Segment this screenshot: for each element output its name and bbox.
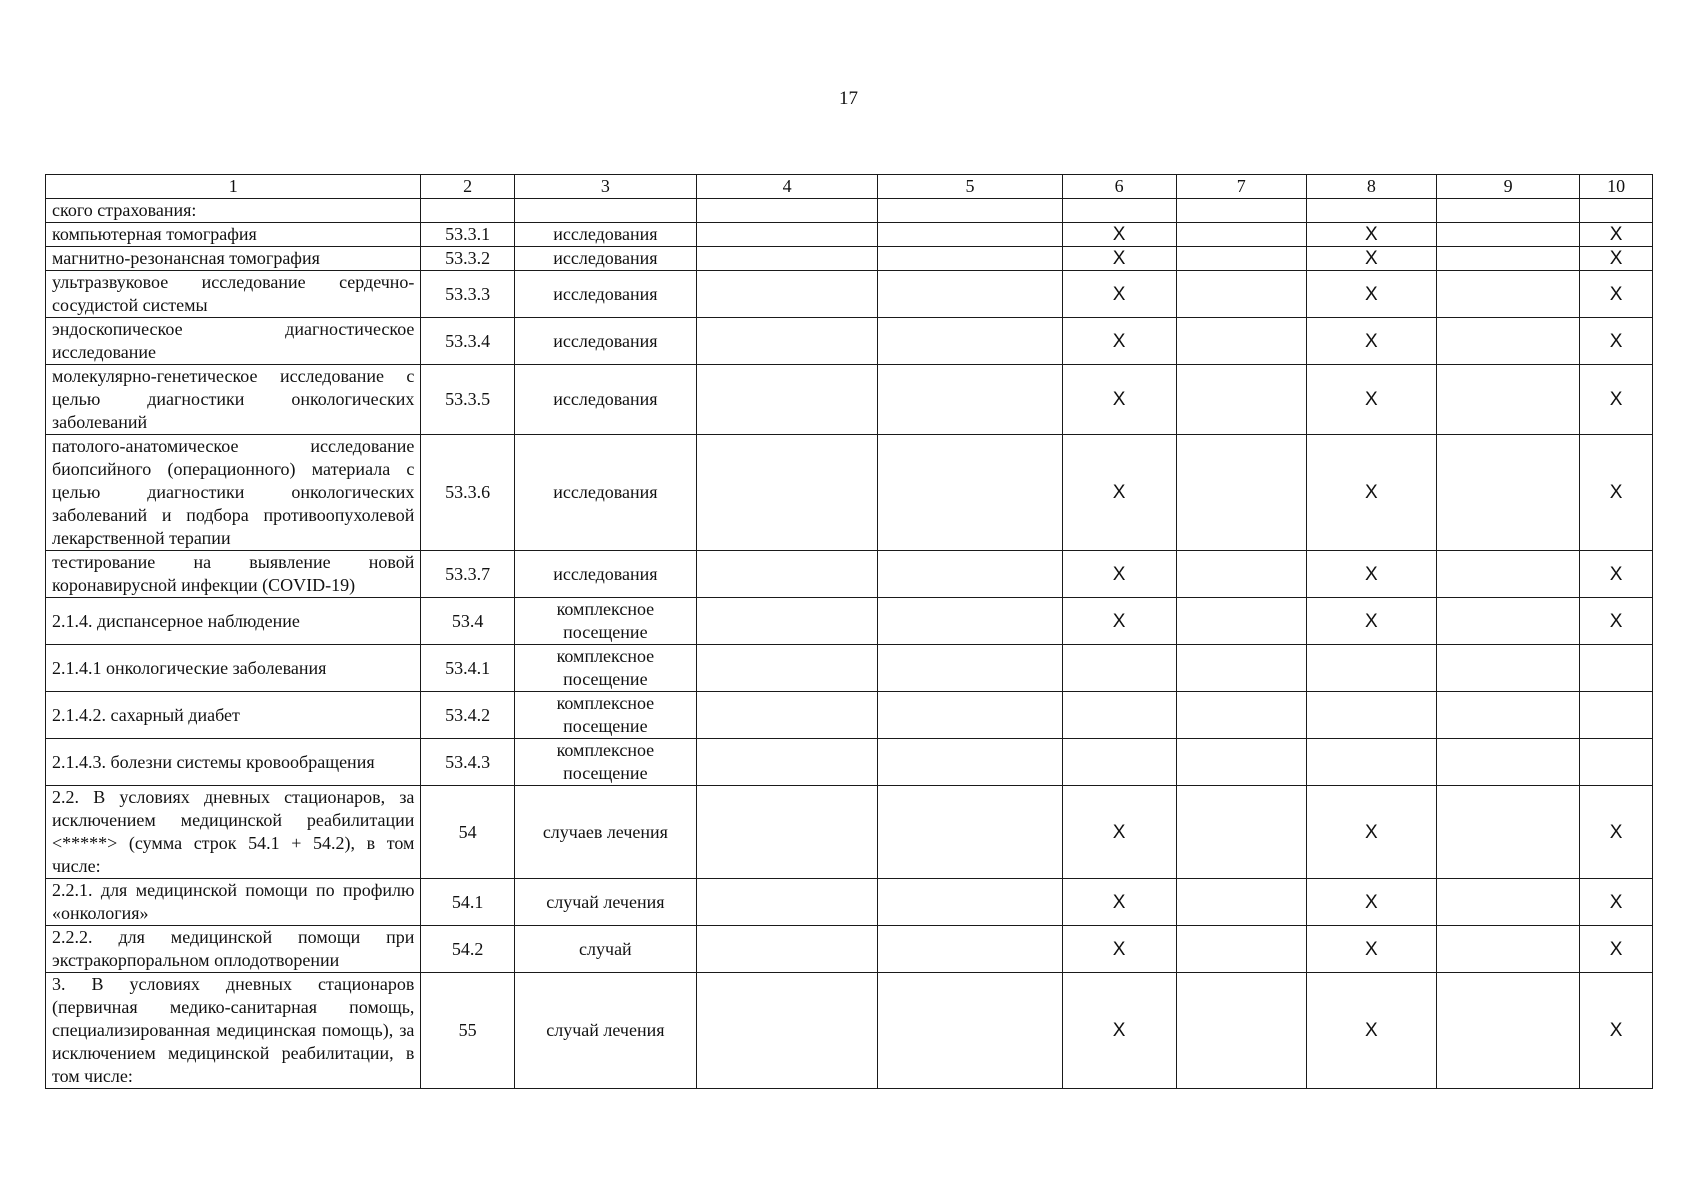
value-cell-5 (878, 551, 1062, 598)
value-cell-10: X (1580, 786, 1653, 879)
value-cell-8 (1306, 739, 1436, 786)
row-code-cell: 53.4 (421, 598, 514, 645)
value-cell-4 (697, 598, 878, 645)
row-code-cell: 53.4.3 (421, 739, 514, 786)
value-cell-5 (878, 879, 1062, 926)
column-header-6: 6 (1062, 175, 1176, 199)
value-cell-8 (1306, 692, 1436, 739)
value-cell-5 (878, 786, 1062, 879)
value-cell-5 (878, 365, 1062, 435)
value-cell-7 (1176, 692, 1306, 739)
table-row (46, 598, 1653, 645)
column-header-4: 4 (697, 175, 878, 199)
value-cell-4 (697, 786, 878, 879)
value-cell-8: X (1306, 973, 1436, 1089)
page-number: 17 (839, 88, 858, 109)
column-header-1: 1 (46, 175, 421, 199)
value-cell-6: X (1062, 551, 1176, 598)
value-cell-6: X (1062, 365, 1176, 435)
value-cell-7 (1176, 223, 1306, 247)
column-header-5: 5 (878, 175, 1062, 199)
value-cell-6: X (1062, 598, 1176, 645)
table-row (46, 973, 1653, 1089)
column-header-9: 9 (1437, 175, 1580, 199)
value-cell-6: X (1062, 318, 1176, 365)
value-cell-4 (697, 223, 878, 247)
value-cell-7 (1176, 365, 1306, 435)
value-cell-7 (1176, 598, 1306, 645)
value-cell-5 (878, 318, 1062, 365)
value-cell-10: X (1580, 435, 1653, 551)
row-code-cell: 53.3.4 (421, 318, 514, 365)
unit-cell: исследования (514, 318, 696, 365)
value-cell-5 (878, 926, 1062, 973)
column-header-10: 10 (1580, 175, 1653, 199)
unit-cell: комплексное посещение (514, 645, 696, 692)
value-cell-4 (697, 551, 878, 598)
row-name-cell: ультразвуковое исследование сердечно-сосудистой системы (46, 271, 421, 318)
value-cell-7 (1176, 973, 1306, 1089)
value-cell-8: X (1306, 318, 1436, 365)
row-name-cell: компьютерная томография (46, 223, 421, 247)
unit-cell: исследования (514, 271, 696, 318)
value-cell-7 (1176, 786, 1306, 879)
value-cell-8 (1306, 199, 1436, 223)
table-row (46, 739, 1653, 786)
value-cell-7 (1176, 645, 1306, 692)
value-cell-8: X (1306, 926, 1436, 973)
value-cell-8: X (1306, 223, 1436, 247)
value-cell-6 (1062, 199, 1176, 223)
value-cell-4 (697, 739, 878, 786)
table-row (46, 551, 1653, 598)
value-cell-8: X (1306, 365, 1436, 435)
value-cell-7 (1176, 247, 1306, 271)
value-cell-10: X (1580, 973, 1653, 1089)
table-row (46, 435, 1653, 551)
value-cell-10: X (1580, 271, 1653, 318)
value-cell-10: X (1580, 879, 1653, 926)
value-cell-5 (878, 598, 1062, 645)
row-name-cell: 2.2. В условиях дневных стационаров, за исключением медицинской реабилитации <*****> (сумма строк 54.1 + 54.2), в том числе: (46, 786, 421, 879)
row-code-cell: 53.3.2 (421, 247, 514, 271)
value-cell-4 (697, 692, 878, 739)
unit-cell: исследования (514, 435, 696, 551)
value-cell-7 (1176, 199, 1306, 223)
value-cell-5 (878, 645, 1062, 692)
value-cell-4 (697, 271, 878, 318)
value-cell-7 (1176, 926, 1306, 973)
value-cell-8: X (1306, 551, 1436, 598)
row-name-cell: 2.1.4.3. болезни системы кровообращения (46, 739, 421, 786)
value-cell-7 (1176, 318, 1306, 365)
row-code-cell (421, 199, 514, 223)
value-cell-4 (697, 645, 878, 692)
value-cell-9 (1437, 271, 1580, 318)
table-row (46, 318, 1653, 365)
value-cell-6: X (1062, 435, 1176, 551)
row-name-cell: 2.2.1. для медицинской помощи по профилю «онкология» (46, 879, 421, 926)
value-cell-5 (878, 247, 1062, 271)
unit-cell: исследования (514, 247, 696, 271)
value-cell-4 (697, 926, 878, 973)
value-cell-5 (878, 223, 1062, 247)
row-name-cell: 2.1.4. диспансерное наблюдение (46, 598, 421, 645)
row-name-cell: магнитно-резонансная томография (46, 247, 421, 271)
row-name-cell: тестирование на выявление новой коронавирусной инфекции (COVID-19) (46, 551, 421, 598)
value-cell-6 (1062, 739, 1176, 786)
row-name-cell: патолого-анатомическое исследование биопсийного (операционного) материала с целью диагностики онкологических заболеваний и подбора противоопухолевой лекарственной терапии (46, 435, 421, 551)
row-code-cell: 53.3.7 (421, 551, 514, 598)
unit-cell: исследования (514, 223, 696, 247)
value-cell-7 (1176, 551, 1306, 598)
value-cell-9 (1437, 645, 1580, 692)
unit-cell: случай (514, 926, 696, 973)
row-code-cell: 54 (421, 786, 514, 879)
value-cell-9 (1437, 199, 1580, 223)
value-cell-9 (1437, 739, 1580, 786)
table-row (46, 926, 1653, 973)
column-header-3: 3 (514, 175, 696, 199)
value-cell-4 (697, 247, 878, 271)
value-cell-9 (1437, 692, 1580, 739)
value-cell-4 (697, 199, 878, 223)
value-cell-8: X (1306, 271, 1436, 318)
row-name-cell: молекулярно-генетическое исследование с целью диагностики онкологических заболеваний (46, 365, 421, 435)
row-code-cell: 55 (421, 973, 514, 1089)
value-cell-4 (697, 365, 878, 435)
row-code-cell: 54.1 (421, 879, 514, 926)
value-cell-10: X (1580, 926, 1653, 973)
value-cell-6: X (1062, 879, 1176, 926)
value-cell-10 (1580, 645, 1653, 692)
value-cell-7 (1176, 435, 1306, 551)
value-cell-8: X (1306, 879, 1436, 926)
unit-cell: случай лечения (514, 973, 696, 1089)
table-row (46, 786, 1653, 879)
value-cell-5 (878, 692, 1062, 739)
column-header-7: 7 (1176, 175, 1306, 199)
value-cell-8: X (1306, 598, 1436, 645)
unit-cell (514, 199, 696, 223)
row-name-cell: 3. В условиях дневных стационаров (первичная медико-санитарная помощь, специализированная медицинская помощь), за исключением медицинской реабилитации, в том числе: (46, 973, 421, 1089)
table-row (46, 247, 1653, 271)
value-cell-6: X (1062, 223, 1176, 247)
value-cell-8: X (1306, 435, 1436, 551)
row-code-cell: 53.4.2 (421, 692, 514, 739)
value-cell-8: X (1306, 786, 1436, 879)
table-body (46, 199, 1653, 1089)
value-cell-4 (697, 318, 878, 365)
row-code-cell: 53.3.6 (421, 435, 514, 551)
value-cell-8: X (1306, 247, 1436, 271)
value-cell-4 (697, 435, 878, 551)
value-cell-8 (1306, 645, 1436, 692)
value-cell-6: X (1062, 973, 1176, 1089)
report-table (45, 174, 1653, 1089)
value-cell-5 (878, 271, 1062, 318)
value-cell-9 (1437, 435, 1580, 551)
value-cell-10 (1580, 692, 1653, 739)
value-cell-7 (1176, 879, 1306, 926)
value-cell-10 (1580, 739, 1653, 786)
value-cell-9 (1437, 973, 1580, 1089)
row-name-cell: ского страхования: (46, 199, 421, 223)
value-cell-6 (1062, 692, 1176, 739)
value-cell-9 (1437, 786, 1580, 879)
column-number-row (46, 175, 1653, 199)
value-cell-10: X (1580, 223, 1653, 247)
value-cell-6: X (1062, 271, 1176, 318)
value-cell-9 (1437, 318, 1580, 365)
value-cell-9 (1437, 551, 1580, 598)
value-cell-4 (697, 879, 878, 926)
unit-cell: случаев лечения (514, 786, 696, 879)
value-cell-5 (878, 973, 1062, 1089)
table-row (46, 645, 1653, 692)
value-cell-9 (1437, 598, 1580, 645)
table-row (46, 271, 1653, 318)
value-cell-10: X (1580, 365, 1653, 435)
table-row (46, 879, 1653, 926)
row-name-cell: 2.1.4.2. сахарный диабет (46, 692, 421, 739)
value-cell-5 (878, 435, 1062, 551)
row-code-cell: 53.4.1 (421, 645, 514, 692)
value-cell-9 (1437, 247, 1580, 271)
column-header-8: 8 (1306, 175, 1436, 199)
value-cell-5 (878, 739, 1062, 786)
table-row (46, 692, 1653, 739)
row-code-cell: 53.3.3 (421, 271, 514, 318)
table-row (46, 199, 1653, 223)
unit-cell: исследования (514, 551, 696, 598)
value-cell-9 (1437, 879, 1580, 926)
row-name-cell: 2.2.2. для медицинской помощи при экстракорпоральном оплодотворении (46, 926, 421, 973)
value-cell-6: X (1062, 786, 1176, 879)
unit-cell: комплексное посещение (514, 739, 696, 786)
row-code-cell: 53.3.1 (421, 223, 514, 247)
value-cell-10: X (1580, 598, 1653, 645)
value-cell-9 (1437, 365, 1580, 435)
table-row (46, 223, 1653, 247)
value-cell-5 (878, 199, 1062, 223)
unit-cell: случай лечения (514, 879, 696, 926)
unit-cell: комплексное посещение (514, 692, 696, 739)
value-cell-9 (1437, 223, 1580, 247)
value-cell-4 (697, 973, 878, 1089)
column-header-2: 2 (421, 175, 514, 199)
row-name-cell: 2.1.4.1 онкологические заболевания (46, 645, 421, 692)
value-cell-6: X (1062, 926, 1176, 973)
value-cell-10: X (1580, 551, 1653, 598)
value-cell-10 (1580, 199, 1653, 223)
row-code-cell: 53.3.5 (421, 365, 514, 435)
value-cell-10: X (1580, 247, 1653, 271)
unit-cell: комплексное посещение (514, 598, 696, 645)
table-row (46, 365, 1653, 435)
row-code-cell: 54.2 (421, 926, 514, 973)
value-cell-6 (1062, 645, 1176, 692)
value-cell-9 (1437, 926, 1580, 973)
value-cell-7 (1176, 271, 1306, 318)
value-cell-10: X (1580, 318, 1653, 365)
value-cell-6: X (1062, 247, 1176, 271)
row-name-cell: эндоскопическое диагностическое исследование (46, 318, 421, 365)
value-cell-7 (1176, 739, 1306, 786)
unit-cell: исследования (514, 365, 696, 435)
